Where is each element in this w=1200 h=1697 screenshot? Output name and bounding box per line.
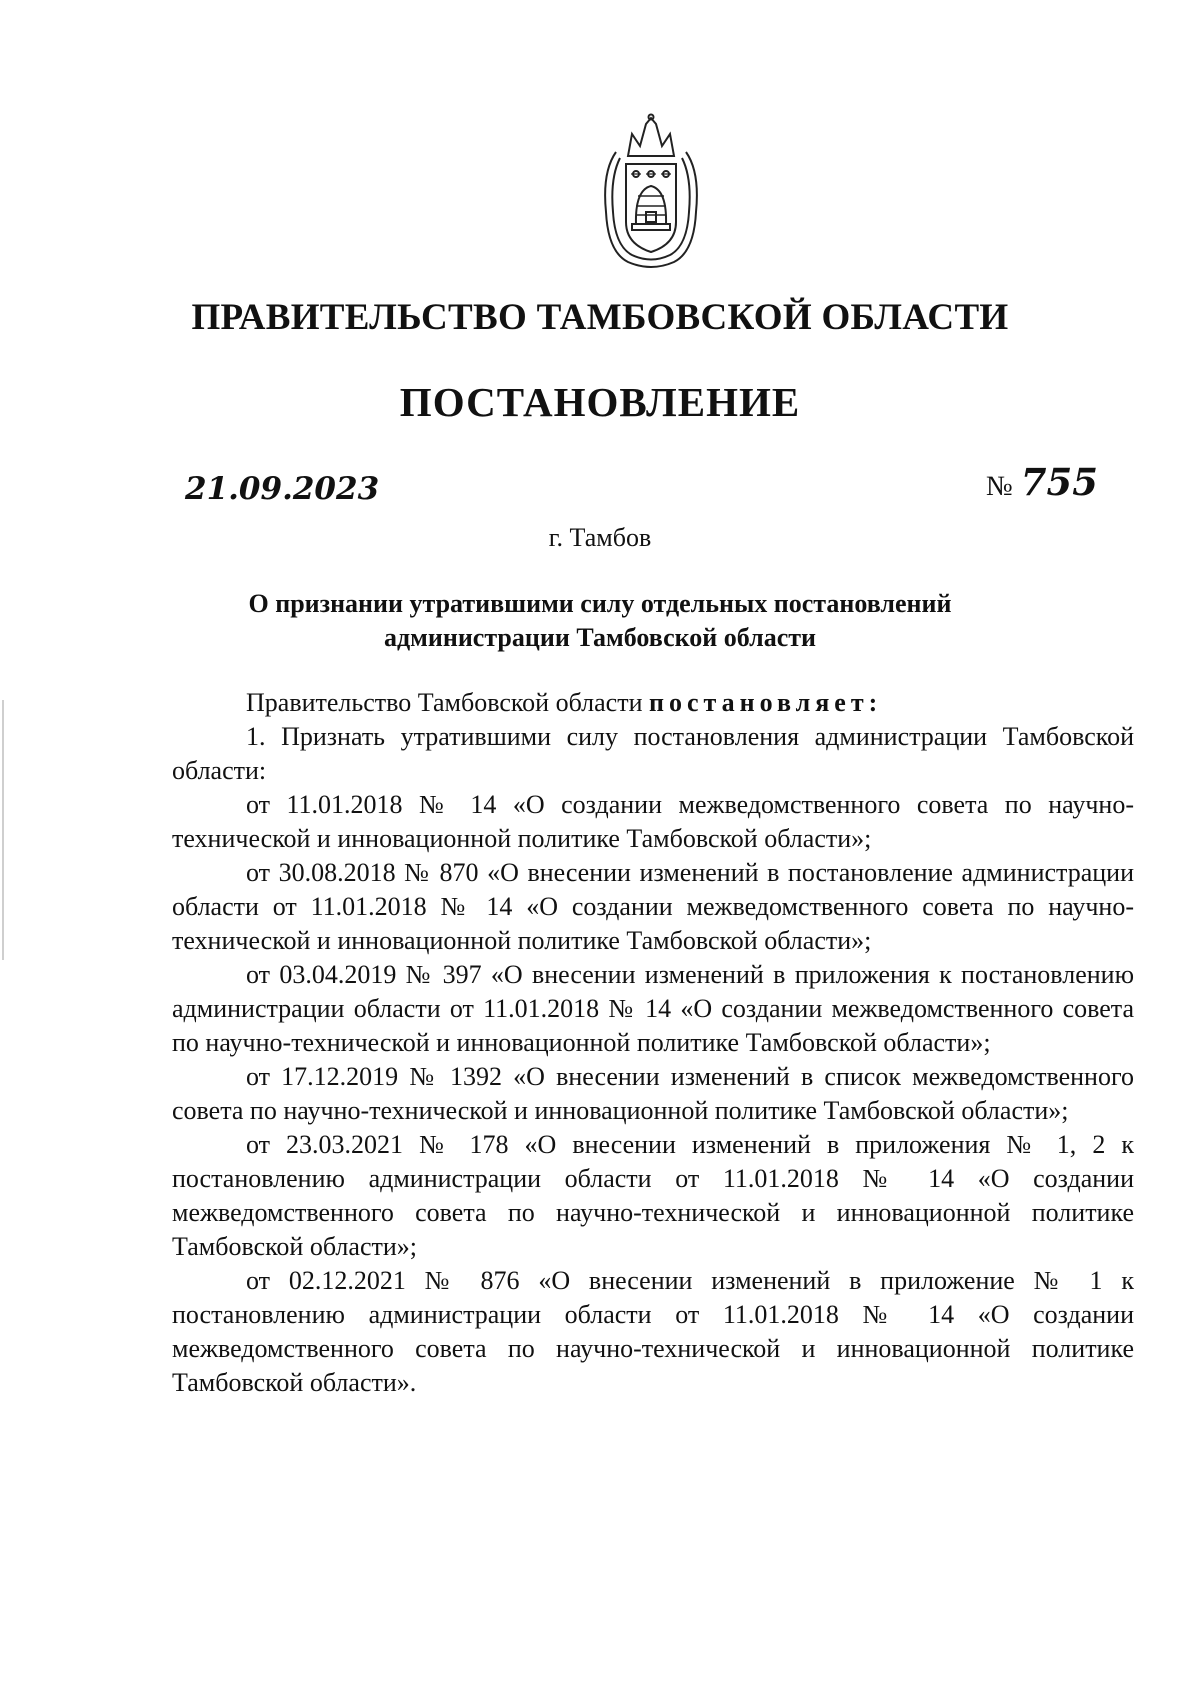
subject-heading — [0, 587, 1200, 655]
intro-prefix: Правительство Тамбовской области — [246, 688, 643, 717]
list-item: от 17.12.2019 № 1392 «О внесении изменений в список межведомственного совета по научно-технической и инновационной политике Тамбовской области»; — [172, 1062, 1134, 1125]
list-item: от 23.03.2021 № 178 «О внесении изменений в приложения № 1, 2 к постановлению администрации области от 11.01.2018 № 14 «О создании межведомственного совета по научно-технической и инновационной политике Тамбовской области»; — [172, 1130, 1134, 1261]
item-1-paragraph: 1. Признать утратившими силу постановления администрации Тамбовской области: — [172, 722, 1134, 785]
government-heading: ПРАВИТЕЛЬСТВО ТАМБОВСКОЙ ОБЛАСТИ — [191, 297, 1009, 338]
handwritten-date: 21.09.2023 — [185, 471, 380, 507]
city-line: г. Тамбов — [548, 523, 652, 552]
document-body — [172, 686, 1134, 1400]
list-item: от 03.04.2019 № 397 «О внесении изменений в приложения к постановлению администрации области от 11.01.2018 № 14 «О создании межведомственного совета по научно-технической и инновационной политике Тамбовской области»; — [172, 960, 1134, 1057]
document-number — [986, 462, 1098, 507]
document-type-title: ПОСТАНОВЛЕНИЕ — [399, 379, 801, 425]
number-sign: № — [986, 471, 1013, 502]
list-item: от 11.01.2018 № 14 «О создании межведомственного совета по научно-технической и инновационной политике Тамбовской области»; — [172, 790, 1134, 853]
subject-line-1: О признании утратившими силу отдельных постановлений — [248, 589, 952, 618]
subject-line-2: администрации Тамбовской области — [384, 623, 816, 652]
list-item: от 30.08.2018 № 870 «О внесении изменений в постановление администрации области от 11.01.2018 № 14 «О создании межведомственного совета по научно-технической и инновационной политике Тамбовской области»; — [172, 858, 1134, 955]
list-item: от 02.12.2021 № 876 «О внесении изменений в приложение № 1 к постановлению администрации области от 11.01.2018 № 14 «О создании межведомственного совета по научно-технической и инновационной политике Тамбовской области». — [172, 1266, 1134, 1397]
coat-of-arms-emblem — [598, 112, 704, 274]
scan-edge-mark — [2, 700, 4, 960]
intro-verb: постановляет: — [649, 688, 883, 717]
intro-paragraph — [172, 686, 1134, 720]
handwritten-number: 755 — [1020, 460, 1098, 504]
